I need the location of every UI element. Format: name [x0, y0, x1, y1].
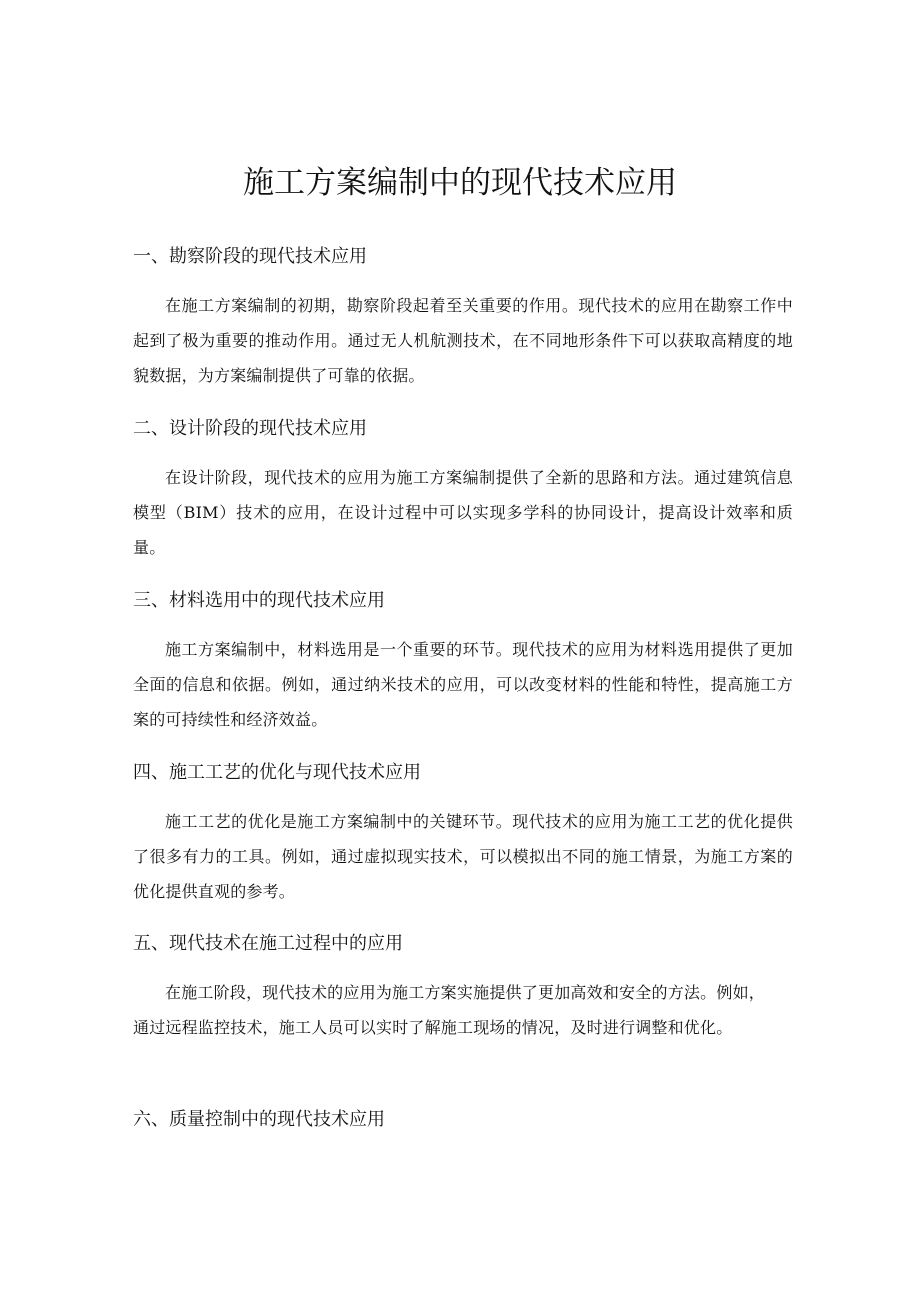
- section-design: [133, 416, 793, 565]
- section-heading: 五、现代技术在施工过程中的应用: [133, 933, 403, 954]
- section-paragraph: 在施工方案编制的初期，勘察阶段起着至关重要的作用。现代技术的应用在勘察工作中起到了极为重要的推动作用。通过无人机航测技术，在不同地形条件下可以获取高精度的地貌数据，为方案编制提供了可靠的依据。: [133, 296, 793, 385]
- section-paragraph: 施工方案编制中，材料选用是一个重要的环节。现代技术的应用为材料选用提供了更加全面的信息和依据。例如，通过纳米技术的应用，可以改变材料的性能和特性，提高施工方案的可持续性和经济效益。: [133, 640, 793, 729]
- section-heading: 四、施工工艺的优化与现代技术应用: [133, 762, 421, 783]
- section-survey: [133, 244, 793, 393]
- section-materials: [133, 588, 793, 737]
- section-paragraph: 在设计阶段，现代技术的应用为施工方案编制提供了全新的思路和方法。通过建筑信息模型（BIM）技术的应用，在设计过程中可以实现多学科的协同设计，提高设计效率和质量。: [133, 468, 793, 557]
- section-quality-control: [133, 1107, 793, 1133]
- section-construction-process: [133, 931, 793, 1045]
- section-process-optimization: [133, 760, 793, 909]
- section-heading: 六、质量控制中的现代技术应用: [133, 1109, 385, 1130]
- section-heading: 二、设计阶段的现代技术应用: [133, 418, 367, 439]
- section-paragraph: 施工工艺的优化是施工方案编制中的关键环节。现代技术的应用为施工工艺的优化提供了很多有力的工具。例如，通过虚拟现实技术，可以模拟出不同的施工情景，为施工方案的优化提供直观的参考。: [133, 812, 793, 901]
- section-paragraph: 在施工阶段，现代技术的应用为施工方案实施提供了更加高效和安全的方法。例如，通过远程监控技术，施工人员可以实时了解施工现场的情况，及时进行调整和优化。: [133, 983, 765, 1037]
- section-heading: 三、材料选用中的现代技术应用: [133, 590, 385, 611]
- document-title: 施工方案编制中的现代技术应用: [243, 165, 677, 201]
- section-heading: 一、勘察阶段的现代技术应用: [133, 246, 367, 267]
